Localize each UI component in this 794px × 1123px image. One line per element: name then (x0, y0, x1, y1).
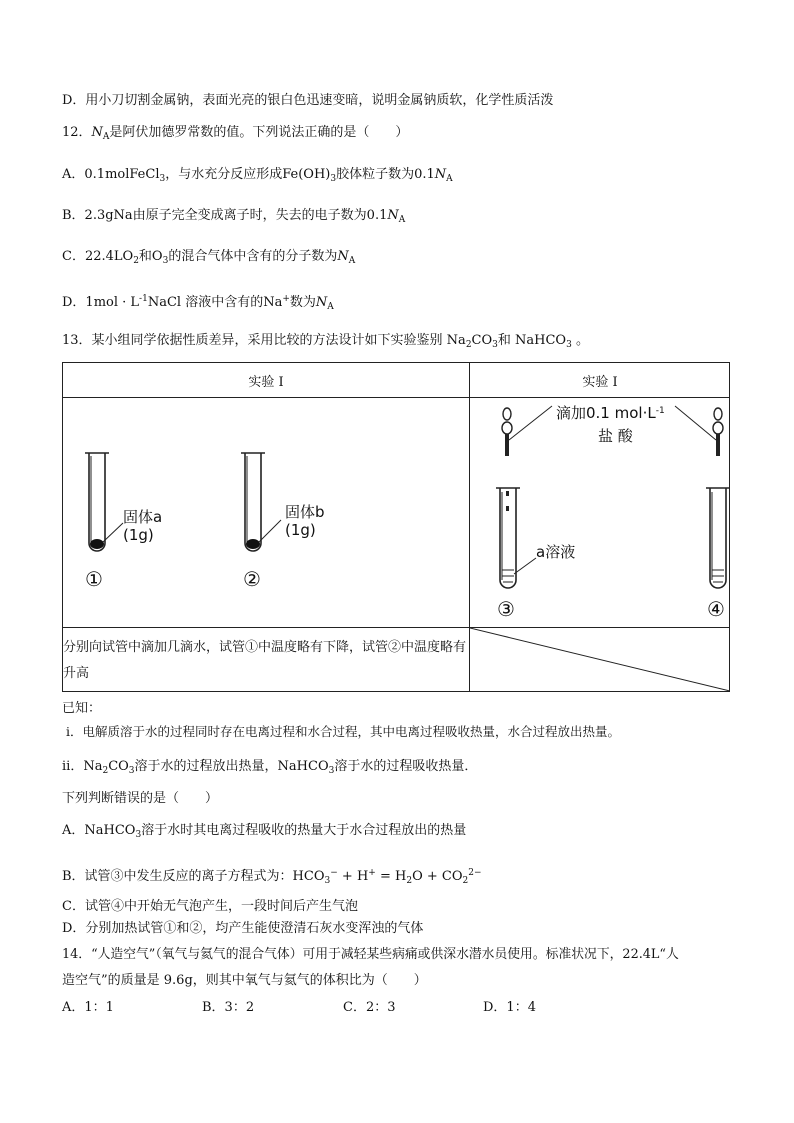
q13-ask: 下列判断错误的是（ ） (62, 791, 219, 806)
tube-2-label: ② (243, 567, 261, 591)
q14-stem-line2: 造空气”的质量是 9.6g，则其中氧气与氦气的体积比为（ ） (62, 973, 427, 988)
solid-a-mass: (1g) (123, 526, 154, 544)
q11-option-d: D．用小刀切割金属钠，表面光亮的银白色迅速变暗，说明金属钠质软，化学性质活泼 (62, 93, 554, 108)
known-item-2: ⅱ．$Na_2CO_3$溶于水的过程放出热量，NaHCO$_3$溶于水的过程吸收热量． (62, 759, 478, 776)
q13-option-c: C．试管④中开始无气泡产生，一段时间后产生气泡 (62, 899, 358, 914)
col1-header: 实验 I (248, 375, 284, 390)
q14-options (62, 996, 742, 1016)
q14-option-c: C．2：3 (343, 1000, 396, 1015)
q13-option-a: A．NaHCO$_3$溶于水时其电离过程吸收的热量大于水合过程放出的热量 (62, 823, 467, 840)
q12-stem: 12．$N_A$是阿伏加德罗常数的值。下列说法正确的是（ ） (62, 125, 409, 142)
acid-label: 盐 酸 (598, 427, 633, 445)
empty-cell-diagonal (470, 628, 730, 692)
tube-4-label: ④ (707, 597, 725, 621)
col2-header: 实验 I (582, 375, 618, 390)
q12-option-d: D．$1mol \cdot L^{-1}NaCl$ 溶液中含有的Na+数为$N_A$ (62, 294, 334, 312)
q12-option-c: C．$22.4LO_2$和$O_3$的混合气体中含有的分子数为$N_A$ (62, 249, 356, 266)
experiment-note: 分别向试管中滴加几滴水，试管①中温度略有下降，试管②中温度略有升高 (63, 640, 467, 681)
experiment-table (62, 362, 730, 692)
q13-stem: 13．某小组同学依据性质差异，采用比较的方法设计如下实验鉴别 $Na_2CO_3$和 NaHCO$_3$ 。 (62, 333, 589, 350)
q12-option-b: B．2.3gNa由原子完全变成离子时，失去的电子数为$0.1N_A$ (62, 208, 406, 225)
tube-3-label: ③ (497, 597, 515, 621)
q12-option-a: A．0.1molFeCl$_3$，与水充分反应形成$Fe(OH)_3$胶体粒子数为$0.1N_A$ (62, 167, 453, 184)
known-label: 已知： (62, 701, 102, 716)
solid-a-label: 固体a (123, 508, 163, 526)
q14-option-d: D．1：4 (483, 1000, 536, 1015)
solution-a-label: a溶液 (536, 543, 576, 561)
q14-stem-line1: 14．“人造空气”（氧气与氦气的混合气体）可用于减轻某些病痛或供深水潜水员使用。标准状况下，22.4L“人 (62, 947, 679, 962)
q13-option-d: D．分别加热试管①和②，均产生能使澄清石灰水变浑浊的气体 (62, 921, 424, 936)
known-item-1: ⅰ．电解质溶于水的过程同时存在电离过程和水合过程，其中电离过程吸收热量，水合过程放出热量。 (66, 724, 620, 739)
solid-b-mass: (1g) (285, 521, 316, 539)
dropping-label: 滴加0.1 $mol\cdot L^{-1}$ (556, 404, 665, 422)
solid-b-label: 固体b (285, 503, 325, 521)
q13-option-b: B．试管③中发生反应的离子方程式为：$HCO_3^- + H^+ = H_2O + CO_2^{2-}$ (62, 868, 482, 886)
tube-1-label: ① (85, 567, 103, 591)
q14-option-b: B．3：2 (202, 1000, 255, 1015)
q14-option-a: A．1：1 (62, 1000, 114, 1015)
